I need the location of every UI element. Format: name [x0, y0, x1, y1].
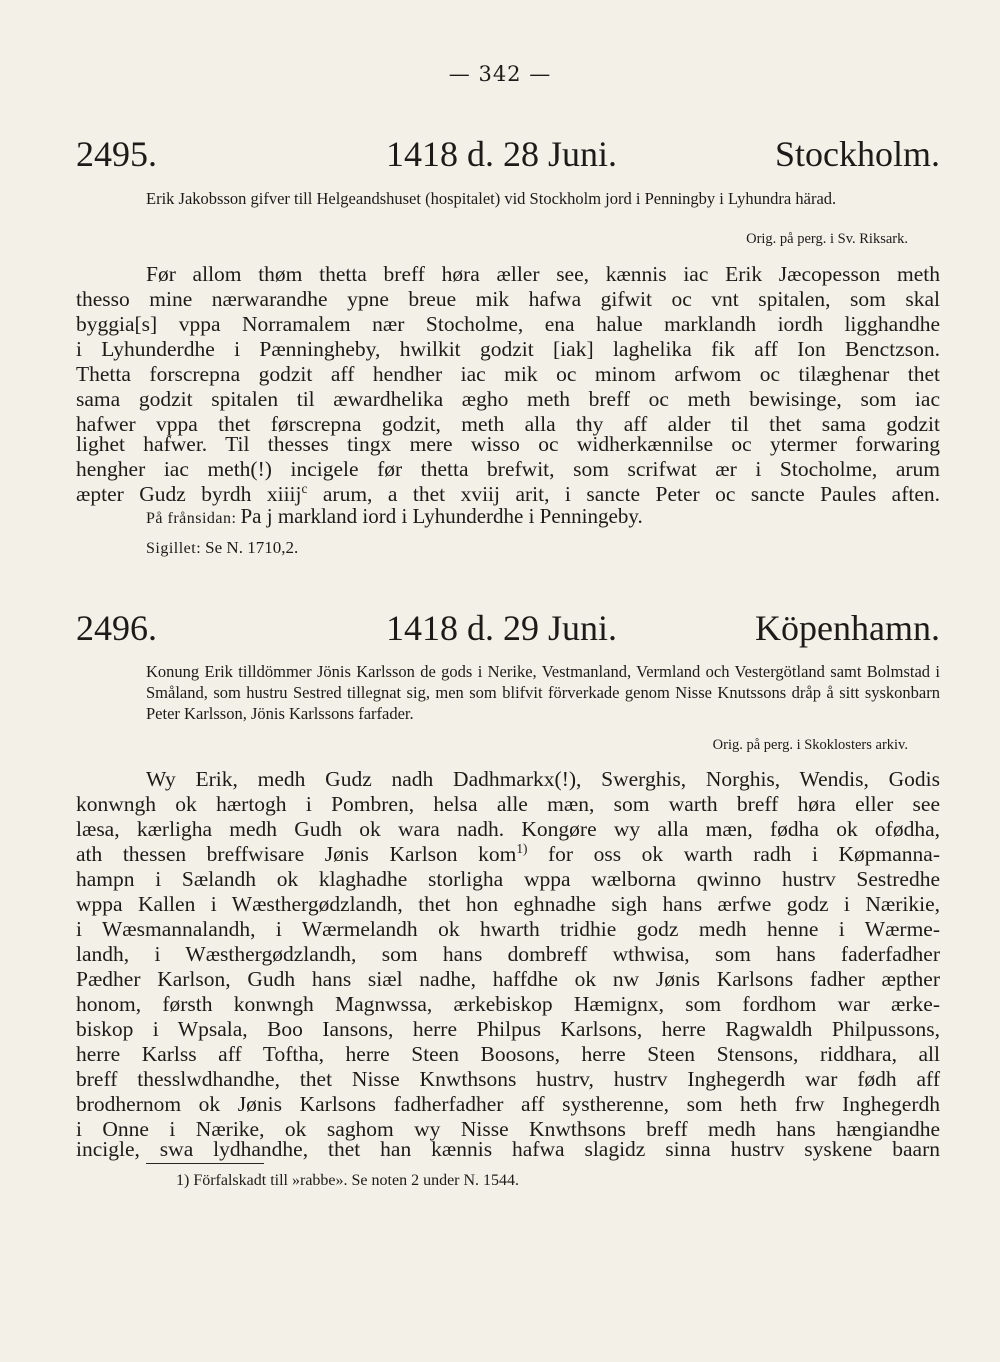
- text-line: thesso mine nærwarandhe ypne breue mik hafwa gifwit oc vnt spitalen, som skal: [76, 287, 940, 311]
- text-line-with-footnote: [76, 842, 940, 866]
- entry-source-2496: Orig. på perg. i Skoklosters arkiv.: [712, 737, 908, 753]
- text-segment: for oss ok warth radh i Køpmanna-: [548, 842, 940, 866]
- text-line: honom, førsth konwngh Magnwssa, ærkebiskop Hæmignx, som fordhom war ærke-: [76, 992, 940, 1016]
- entry-summary-2496: [76, 661, 940, 724]
- text-segment: ath thessen breffwisare Jønis Karlson kom: [76, 842, 517, 866]
- text-line: byggia[s] vppa Norramalem nær Stocholme, ena halue marklandh iordh ligghandhe: [76, 312, 940, 336]
- back-note-label: På frånsidan:: [146, 510, 237, 527]
- text-line: sama godzit spitalen til æwardhelika ægho meth breff oc meth bewisinge, som iac: [76, 387, 940, 411]
- text-line-with-superscript: [76, 482, 940, 506]
- entry-source-2495: Orig. på perg. i Sv. Riksark.: [746, 231, 908, 247]
- seal-label: Sigillet:: [146, 540, 202, 557]
- entry-number: 2496.: [76, 608, 157, 648]
- text-segment: arum, a thet xviij arit, i sancte Peter oc sancte Paules aften.: [322, 482, 940, 506]
- entry-number: 2495.: [76, 134, 157, 174]
- footnote-divider: [146, 1163, 264, 1164]
- text-line: i Lyhunderdhe i Pænningheby, hwilkit godzit [iak] laghelika fik aff Ion Benctzson.: [76, 337, 940, 361]
- text-line: Wy Erik, medh Gudz nadh Dadhmarkx(!), Swerghis, Norghis, Wendis, Godis: [146, 767, 940, 791]
- text-line: Før allom thøm thetta breff høra æller see, kænnis iac Erik Jæcopesson meth: [146, 262, 940, 286]
- superscript: c: [301, 480, 308, 496]
- text-line: Thetta forscrepna godzit aff hendher iac mik oc minom arfwom oc tilæghenar thet: [76, 362, 940, 386]
- text-line: i Wæsmannalandh, i Wærmelandh ok hwarth tridhie godz medh henne i Wærme-: [76, 917, 940, 941]
- footnote-text: Förfalskadt till »rabbe». Se noten 2 under N. 1544.: [193, 1172, 520, 1189]
- text-line: hafwer vppa thet førscrepna godzit, meth alla thy aff alder til thet sama godzit: [76, 412, 940, 436]
- back-note: [146, 506, 643, 529]
- seal-note: [146, 538, 298, 559]
- text-line: herre Karlss aff Toftha, herre Steen Boosons, herre Steen Stensons, riddhara, all: [76, 1042, 940, 1066]
- footnote-ref: 1): [516, 840, 528, 856]
- text-line: breff thesslwdhandhe, thet Nisse Knwthsons hustrv, hustrv Inghegerdh war fødh aff: [76, 1067, 940, 1091]
- text-line: wppa Kallen i Wæsthergødzlandh, thet hon eghnadhe sigh hans ærfwe godz i Nærikie,: [76, 892, 940, 916]
- summary-text: Konung Erik tilldömmer Jönis Karlsson de gods i Nerike, Vestmanland, Vermland och Vestergötland samt Bolmstad i Småland, som hustru Sestred tillegnat sig, men som blifvit förverkade genom Nisse Knutssons dråp å sitt syskonbarn Peter Karlsson, Jönis Karlssons farfader.: [146, 662, 940, 723]
- back-note-text: Pa j markland iord i Lyhunderdhe i Penningeby.: [240, 504, 643, 528]
- entry-place: Köpenhamn.: [755, 608, 940, 648]
- text-line: hengher iac meth(!) incigele før thetta brefwit, som scrifwat ær i Stocholme, arum: [76, 457, 940, 481]
- text-line: hampn i Sælandh ok klaghadhe storligha wppa wælborna qwinno hustrv Sestredhe: [76, 867, 940, 891]
- footnote-marker: 1): [176, 1172, 190, 1189]
- entry-header-2495: [76, 132, 940, 176]
- text-line: konwngh ok hærtogh i Pombren, helsa alle mæn, som warth breff høra eller see: [76, 792, 940, 816]
- text-line: Pædher Karlson, Gudh hans siæl nadhe, haffdhe ok nw Jønis Karlsons fadher æpther: [76, 967, 940, 991]
- text-line: lighet hafwer. Til thesses tingx mere wisso oc widherkænnilse oc ytermer forwaring: [76, 432, 940, 456]
- entry-date: 1418 d. 29 Juni.: [386, 608, 618, 648]
- entry-place: Stockholm.: [774, 134, 940, 174]
- text-segment: æpter Gudz byrdh xiiij: [76, 482, 302, 506]
- seal-text: Se N. 1710,2.: [205, 538, 299, 557]
- text-line: brodhernom ok Jønis Karlsons fadherfadher aff systherenne, som heth frw Inghegerdh: [76, 1092, 940, 1116]
- text-line: læsa, kærligha medh Gudh ok wara nadh. Kongøre wy alla mæn, fødha ok ofødha,: [76, 817, 940, 841]
- text-line: incigle, swa lydhandhe, thet han kænnis hafwa slagidz sinna hustrv syskene baarn: [76, 1137, 940, 1161]
- page-number: — 342 —: [448, 62, 552, 86]
- entry-header-2496: [76, 606, 940, 650]
- entry-date: 1418 d. 28 Juni.: [386, 134, 618, 174]
- text-line: biskop i Wpsala, Boo Iansons, herre Philpus Karlsons, herre Ragwaldh Philpussons,: [76, 1017, 940, 1041]
- text-line: landh, i Wæsthergødzlandh, som hans dombreff wthwisa, som hans faderfadher: [76, 942, 940, 966]
- summary-text: Erik Jakobsson gifver till Helgeandshuset (hospitalet) vid Stockholm jord i Penningby i Lyhundra härad.: [146, 189, 837, 208]
- text-line: i Onne i Nærike, ok saghom wy Nisse Knwthsons breff medh hans hængiandhe: [76, 1117, 940, 1141]
- footnote: [176, 1172, 519, 1190]
- entry-summary-2495: [76, 188, 940, 209]
